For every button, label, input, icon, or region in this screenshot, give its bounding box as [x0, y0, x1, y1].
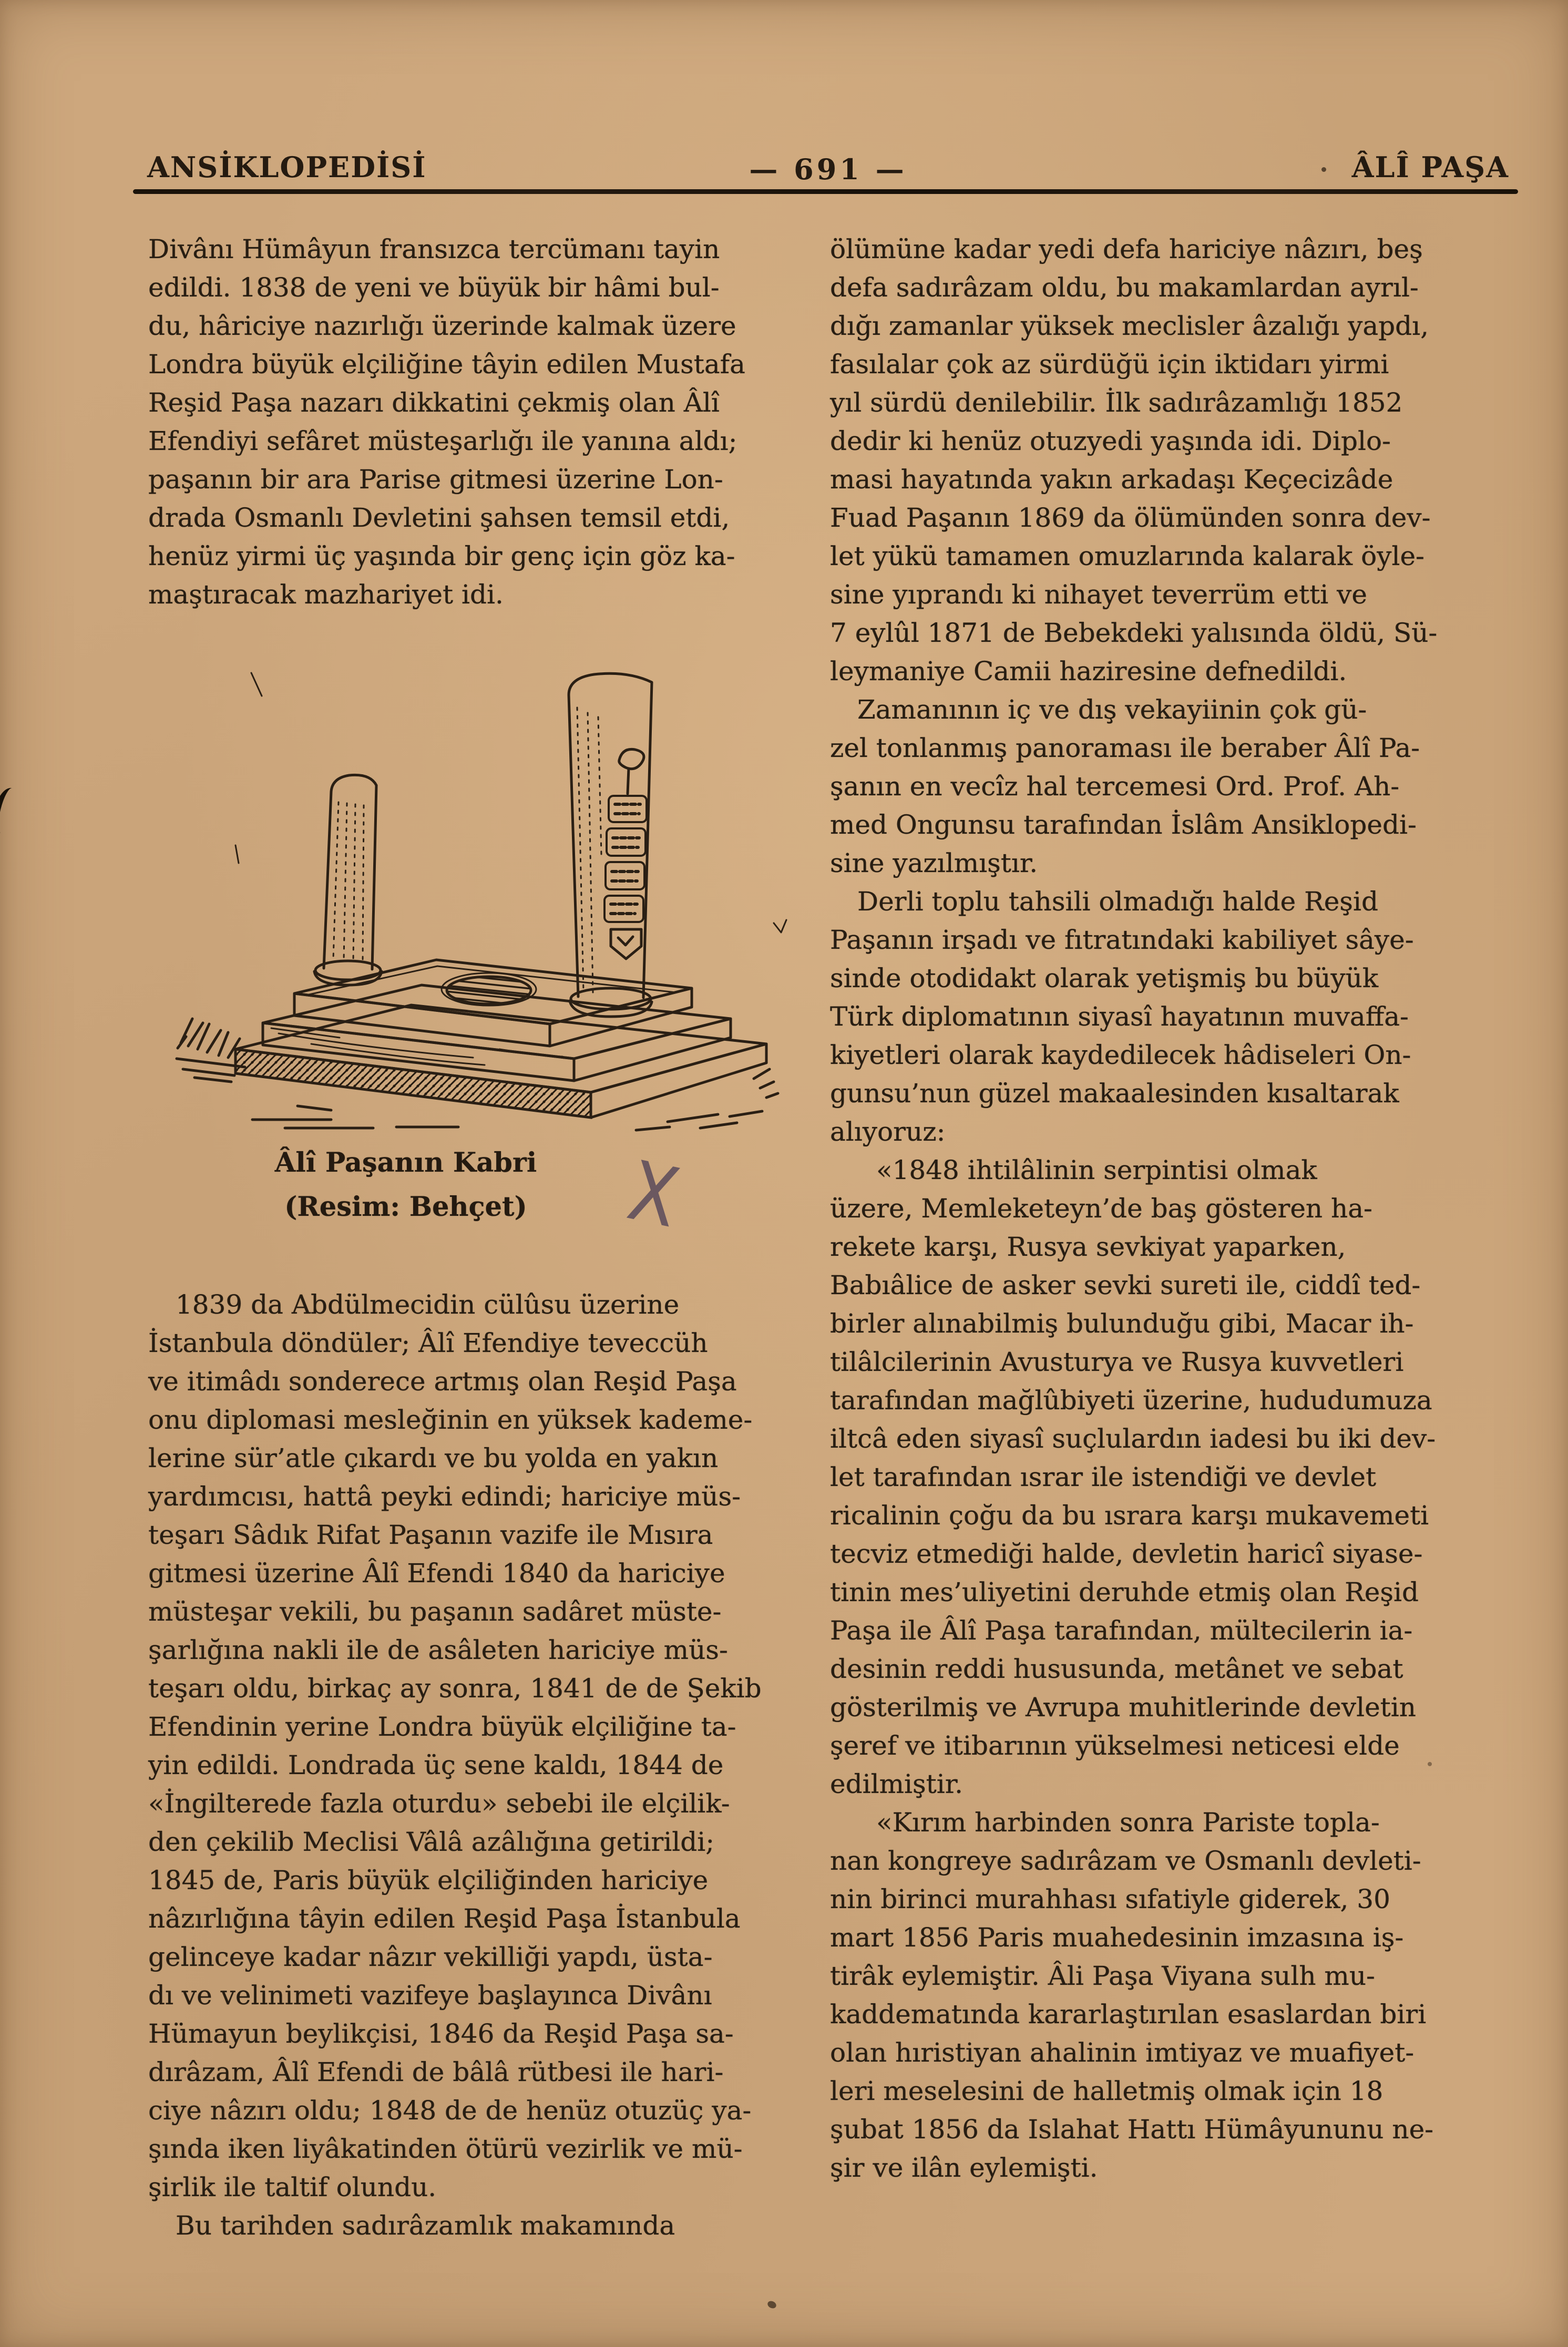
- text-line: ricalinin çoğu da bu ısrara karşı mukavemeti: [830, 1500, 1429, 1531]
- text-line: birler alınabilmiş bulunduğu gibi, Macar ih-: [830, 1308, 1414, 1339]
- text-line: dedir ki henüz otuzyedi yaşında idi. Diplo-: [830, 426, 1391, 456]
- text-line: Türk diplomatının siyasî hayatının muvaffa-: [830, 1001, 1409, 1032]
- text-line: iltcâ eden siyasî suçlulardın iadesi bu iki dev-: [830, 1423, 1436, 1454]
- text-line: dırâzam, Âlî Efendi de bâlâ rütbesi ile hari-: [148, 2057, 724, 2087]
- text-line: lerine sür’atle çıkardı ve bu yolda en yakın: [148, 1443, 719, 1473]
- text-line: kaddematında kararlaştırılan esaslardan biri: [830, 1999, 1427, 2030]
- running-head: [147, 150, 1509, 187]
- text-line: tecviz etmediği halde, devletin haricî siyase-: [830, 1539, 1423, 1569]
- text-body: [148, 230, 1472, 2245]
- text-line: sinde otodidakt olarak yetişmiş bu büyük: [830, 963, 1379, 993]
- text-line: sine yıprandı ki nihayet teverrüm etti ve: [830, 579, 1367, 610]
- header-rule: [133, 189, 1518, 194]
- paragraph: [148, 2207, 790, 2245]
- grave-drawing: [173, 629, 794, 1133]
- text-line: ölümüne kadar yedi defa hariciye nâzırı, beş: [830, 234, 1423, 264]
- text-line: let yükü tamamen omuzlarında kalarak öyle-: [830, 541, 1424, 571]
- text-line: nan kongreye sadırâzam ve Osmanlı devleti-: [830, 1846, 1421, 1876]
- text-line: gitmesi üzerine Âlî Efendi 1840 da hariciye: [148, 1558, 725, 1588]
- ink-speck: [1428, 1762, 1432, 1766]
- text-line: nâzırlığına tâyin edilen Reşid Paşa İstanbula: [148, 1903, 741, 1934]
- text-line: edilmiştir.: [830, 1769, 964, 1799]
- right-column: [830, 230, 1472, 2245]
- text-line: Hümayun beylikçisi, 1846 da Reşid Paşa sa-: [148, 2018, 734, 2049]
- text-line: 7 eylûl 1871 de Bebekdeki yalısında öldü, Sü-: [830, 618, 1438, 648]
- text-line: sine yazılmıştır.: [830, 848, 1038, 878]
- text-line: henüz yirmi üç yaşında bir genç için göz ka-: [148, 541, 735, 571]
- text-line: dı ve velinimeti vazifeye başlayınca Divânı: [148, 1980, 712, 2011]
- text-line: şında iken liyâkatinden ötürü vezirlik ve mü-: [148, 2134, 743, 2164]
- figure-caption: [148, 1141, 663, 1229]
- ink-speck: [766, 2300, 777, 2310]
- text-line: maştıracak mazhariyet idi.: [148, 579, 504, 610]
- text-line: müsteşar vekili, bu paşanın sadâret müste-: [148, 1596, 722, 1627]
- text-line: mart 1856 Paris muahedesinin imzasına iş-: [830, 1922, 1404, 1953]
- text-line: yin edildi. Londrada üç sene kaldı, 1844 de: [148, 1750, 724, 1780]
- text-line: desinin reddi hususunda, metânet ve sebat: [830, 1654, 1403, 1684]
- text-line: edildi. 1838 de yeni ve büyük bir hâmi bul-: [148, 272, 720, 303]
- text-line: leri meselesini de halletmiş olmak için 18: [830, 2076, 1383, 2106]
- text-line: üzere, Memleketeyn’de baş gösteren ha-: [830, 1193, 1372, 1224]
- text-line: yardımcısı, hattâ peyki edindi; hariciye müs-: [148, 1481, 741, 1512]
- figure-caption-title: Âlî Paşanın Kabri: [274, 1147, 537, 1178]
- text-line: tarafından mağlûbiyeti üzerine, hududumuza: [830, 1385, 1432, 1416]
- text-line: Londra büyük elçiliğine tâyin edilen Mustafa: [148, 349, 745, 380]
- text-line: zel tonlanmış panoraması ile beraber Âlî Pa-: [830, 733, 1420, 763]
- paragraph: [830, 1803, 1472, 2187]
- running-head-title: ANSİKLOPEDİSİ: [147, 150, 427, 184]
- text-line: rekete karşı, Rusya sevkiyat yaparken,: [830, 1232, 1346, 1262]
- left-column: [148, 230, 790, 2245]
- right-pillar: [569, 673, 652, 1017]
- text-line: gunsu’nun güzel makaalesinden kısaltarak: [830, 1078, 1399, 1109]
- text-line: şirlik ile taltif olundu.: [148, 2172, 437, 2202]
- text-line: 1845 de, Paris büyük elçiliğinden hariciye: [148, 1865, 709, 1895]
- paragraph: [148, 1286, 790, 2207]
- text-line: Paşanın irşadı ve fıtratındaki kabiliyet sâye-: [830, 925, 1414, 955]
- left-pillar: [314, 775, 382, 985]
- text-line: gösterilmiş ve Avrupa muhitlerinde devletin: [830, 1692, 1416, 1723]
- text-line: defa sadırâzam oldu, bu makamlardan ayrıl-: [830, 272, 1419, 303]
- text-line: Reşid Paşa nazarı dikkatini çekmiş olan Âlî: [148, 387, 720, 418]
- text-line: tinin mes’uliyetini deruhde etmiş olan Reşid: [830, 1577, 1419, 1607]
- text-line: İstanbula döndüler; Âlî Efendiye teveccüh: [148, 1328, 708, 1358]
- text-line: masi hayatında yakın arkadaşı Keçecizâde: [830, 464, 1393, 495]
- text-line: Paşa ile Âlî Paşa tarafından, mültecilerin ia-: [830, 1615, 1413, 1646]
- text-line: med Ongunsu tarafından İslâm Ansiklopedi-: [830, 809, 1417, 840]
- text-line: teşarı Sâdık Rifat Paşanın vazife ile Mısıra: [148, 1520, 713, 1550]
- text-line: nin birinci murahhası sıfatiyle giderek, 30: [830, 1884, 1390, 1914]
- text-line: onu diplomasi mesleğinin en yüksek kademe-: [148, 1405, 753, 1435]
- text-line: olan hıristiyan ahalinin imtiyaz ve muafiyet-: [830, 2037, 1415, 2068]
- text-line: Efendinin yerine Londra büyük elçiliğine ta-: [148, 1711, 736, 1742]
- text-line: teşarı oldu, birkaç ay sonra, 1841 de de Şekib: [148, 1673, 762, 1704]
- text-line: paşanın bir ara Parise gitmesi üzerine Lon-: [148, 464, 723, 495]
- text-line: tilâlcilerinin Avusturya ve Rusya kuvvetleri: [830, 1347, 1404, 1377]
- text-line: drada Osmanlı Devletini şahsen temsil etdi,: [148, 503, 730, 533]
- text-line: Babıâlice de asker sevki sureti ile, ciddî ted-: [830, 1270, 1421, 1300]
- text-line: den çekilib Meclisi Vâlâ azâlığına getirildi;: [148, 1827, 715, 1857]
- text-line: şubat 1856 da Islahat Hattı Hümâyununu ne-: [830, 2114, 1434, 2145]
- text-line: alıyoruz:: [830, 1116, 946, 1147]
- text-line: Zamanının iç ve dış vekayiinin çok gü-: [857, 694, 1367, 725]
- text-line: dığı zamanlar yüksek meclisler âzalığı yapdı,: [830, 311, 1429, 341]
- text-line: «Kırım harbinden sonra Pariste topla-: [876, 1807, 1380, 1838]
- scan-edge-mark: [0, 785, 24, 836]
- grave-figure: [148, 629, 790, 1286]
- grave-base: [235, 960, 766, 1118]
- text-line: let tarafından ısrar ile istendiği ve devlet: [830, 1462, 1377, 1492]
- text-line: «1848 ihtilâlinin serpintisi olmak: [876, 1155, 1317, 1185]
- pillar-inscription: [604, 749, 647, 959]
- text-line: tirâk eylemiştir. Âli Paşa Viyana sulh mu-: [830, 1961, 1375, 1991]
- text-line: «İngilterede fazla oturdu» sebebi ile elçilik-: [148, 1788, 730, 1819]
- paragraph: [148, 230, 790, 614]
- text-line: Efendiyi sefâret müsteşarlığı ile yanına aldı;: [148, 426, 737, 456]
- paragraph: [830, 230, 1472, 691]
- text-line: yıl sürdü denilebilir. İlk sadırâzamlığı 1852: [830, 387, 1403, 418]
- running-head-article: ÂLÎ PAŞA: [1351, 150, 1509, 184]
- text-line: Fuad Paşanın 1869 da ölümünden sonra dev-: [830, 503, 1431, 533]
- text-line: ciye nâzırı oldu; 1848 de de henüz otuzüç ya-: [148, 2095, 752, 2126]
- paragraph: [830, 691, 1472, 883]
- text-line: kiyetleri olarak kaydedilecek hâdiseleri On-: [830, 1040, 1411, 1070]
- text-line: fasılalar çok az sürdüğü için iktidarı yirmi: [830, 349, 1389, 380]
- text-line: şanın en vecîz hal tercemesi Ord. Prof. Ah-: [830, 771, 1400, 802]
- text-line: şeref ve itibarının yükselmesi neticesi elde: [830, 1730, 1400, 1761]
- text-line: Derli toplu tahsili olmadığı halde Reşid: [857, 886, 1378, 917]
- text-line: leymaniye Camii haziresine defnedildi.: [830, 656, 1347, 686]
- text-line: gelinceye kadar nâzır vekilliği yapdı, üsta-: [148, 1942, 713, 1972]
- text-line: ve itimâdı sonderece artmış olan Reşid Paşa: [148, 1366, 737, 1397]
- paragraph: [830, 1151, 1472, 1803]
- paragraph: [830, 883, 1472, 1151]
- ink-speck: [1321, 167, 1326, 172]
- text-line: şarlığına nakli ile de asâleten hariciye müs-: [148, 1635, 728, 1665]
- text-line: Bu tarihden sadırâzamlık makamında: [176, 2210, 675, 2241]
- page-number: — 691 —: [749, 152, 907, 186]
- pencil-x-annotation: X: [620, 1143, 687, 1247]
- text-line: 1839 da Abdülmecidin cülûsu üzerine: [176, 1289, 680, 1320]
- text-line: du, hâriciye nazırlığı üzerinde kalmak üzere: [148, 311, 736, 341]
- figure-caption-credit: (Resim: Behçet): [284, 1191, 527, 1223]
- text-line: Divânı Hümâyun fransızca tercümanı tayin: [148, 234, 720, 264]
- text-line: şir ve ilân eylemişti.: [830, 2153, 1098, 2183]
